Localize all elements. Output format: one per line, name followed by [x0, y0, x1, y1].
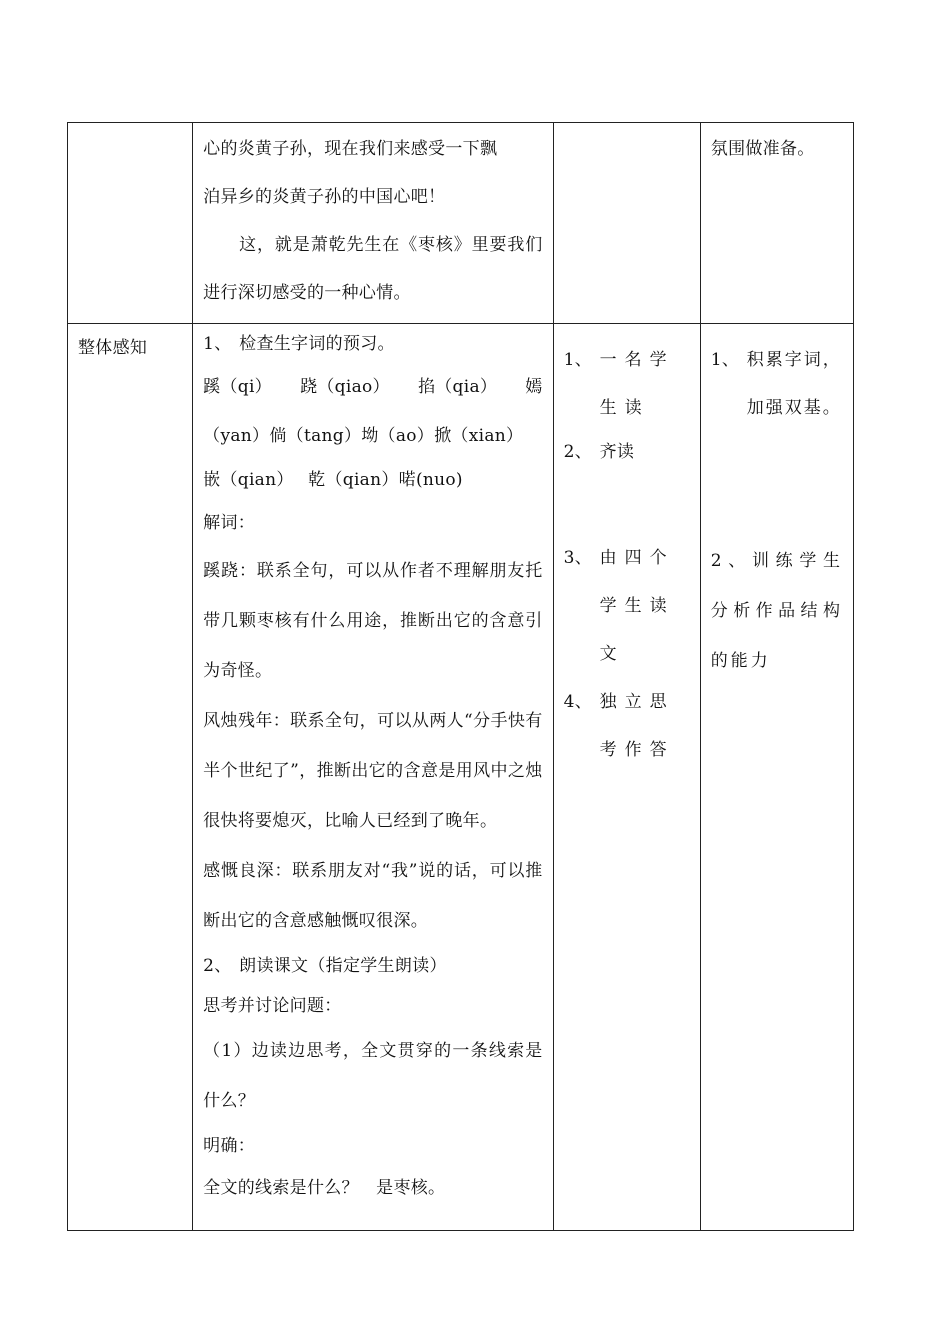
- mingque-label: 明确：: [203, 1136, 256, 1156]
- student-activity-4-text: 独立思考作答: [599, 692, 675, 760]
- student-activity-4-number: 4、: [563, 692, 593, 712]
- student-activity-3-number: 3、: [563, 548, 593, 568]
- pinyin-word-3: 掐（qia）: [417, 377, 498, 397]
- pinyin-line-1: [203, 362, 542, 412]
- intro-line-1: 心的炎黄子孙，现在我们来感受一下飘: [203, 139, 498, 159]
- cell-stage-empty: [68, 123, 193, 324]
- student-activity-2-text: 齐读: [599, 442, 635, 462]
- student-activity-3-text: 由四个学生读文: [599, 548, 675, 664]
- pinyin-word-2: 跷（qiao）: [300, 377, 390, 397]
- student-activity-1: [564, 336, 690, 432]
- think-label: 思考并讨论问题：: [203, 996, 342, 1016]
- word-explain-3: 感慨良深：联系朋友对“我”说的话，可以推断出它的含意感触慨叹很深。: [203, 861, 543, 931]
- word-explain-2: 风烛残年：联系全句，可以从两人“分手快有半个世纪了”，推断出它的含意是用风中之烛很快将要熄灭，比喻人已经到了晚年。: [203, 711, 543, 831]
- cell-student-activity-main: [553, 324, 700, 1231]
- cell-teacher-activity-intro: [193, 123, 553, 324]
- intro-paragraph: 这，就是萧乾先生在《枣核》里要我们进行深切感受的一种心情。: [203, 235, 543, 303]
- pinyin-word-4: 嫣: [525, 377, 543, 397]
- cell-design-intent-intro: [700, 123, 853, 324]
- pinyin-word-1: 蹊（qi）: [203, 377, 272, 397]
- student-activity-1-text: 一名学生读: [599, 350, 675, 418]
- pinyin-line-3: 嵌（qian） 乾（qian）喏(nuo): [203, 470, 463, 490]
- student-activity-2-number: 2、: [563, 442, 593, 462]
- jieci-label: 解词：: [203, 513, 256, 533]
- design-intent-1-number: 1、: [710, 350, 740, 370]
- item1-heading: [203, 326, 542, 362]
- student-activity-1-number: 1、: [563, 350, 593, 370]
- item1-title: 检查生字词的预习。: [239, 334, 395, 354]
- question-1: （1）边读边思考，全文贯穿的一条线索是什么？: [203, 1041, 543, 1111]
- item2-heading: [203, 946, 542, 986]
- lesson-plan-table: [67, 122, 854, 1231]
- design-intent-2: [711, 536, 843, 686]
- item2-title: 朗读课文（指定学生朗读）: [239, 956, 447, 976]
- cell-student-activity-empty: [553, 123, 700, 324]
- cell-stage-label: [68, 324, 193, 1231]
- stage-label: 整体感知: [78, 338, 148, 358]
- intro-line-2: 泊异乡的炎黄子孙的中国心吧！: [203, 187, 446, 207]
- answer-1: 全文的线索是什么？ 是枣核。: [203, 1178, 446, 1198]
- table-row-overall: [68, 324, 854, 1231]
- word-explain-1: 蹊跷：联系全句，可以从作者不理解朋友托带几颗枣核有什么用途，推断出它的含意引为奇怪。: [203, 561, 543, 681]
- item1-number: 1、: [203, 334, 232, 354]
- intent-continuation: 氛围做准备。: [710, 139, 815, 159]
- student-activity-4: [564, 678, 690, 774]
- design-intent-1: [711, 336, 843, 432]
- cell-teacher-activity-main: [193, 324, 553, 1231]
- student-activity-2: [564, 432, 690, 472]
- item2-number: 2、: [203, 956, 232, 976]
- cell-design-intent-main: [700, 324, 853, 1231]
- design-intent-2-text: 训练学生分析作品结构的能力: [710, 551, 844, 671]
- table-row-intro: [68, 123, 854, 324]
- design-intent-1-text: 积累字词，加强双基。: [746, 350, 842, 418]
- design-intent-2-number: 2、: [710, 551, 752, 571]
- student-activity-3: [564, 534, 690, 678]
- pinyin-line-2: （yan）倘（tang）坳（ao）掀（xian）: [203, 426, 524, 446]
